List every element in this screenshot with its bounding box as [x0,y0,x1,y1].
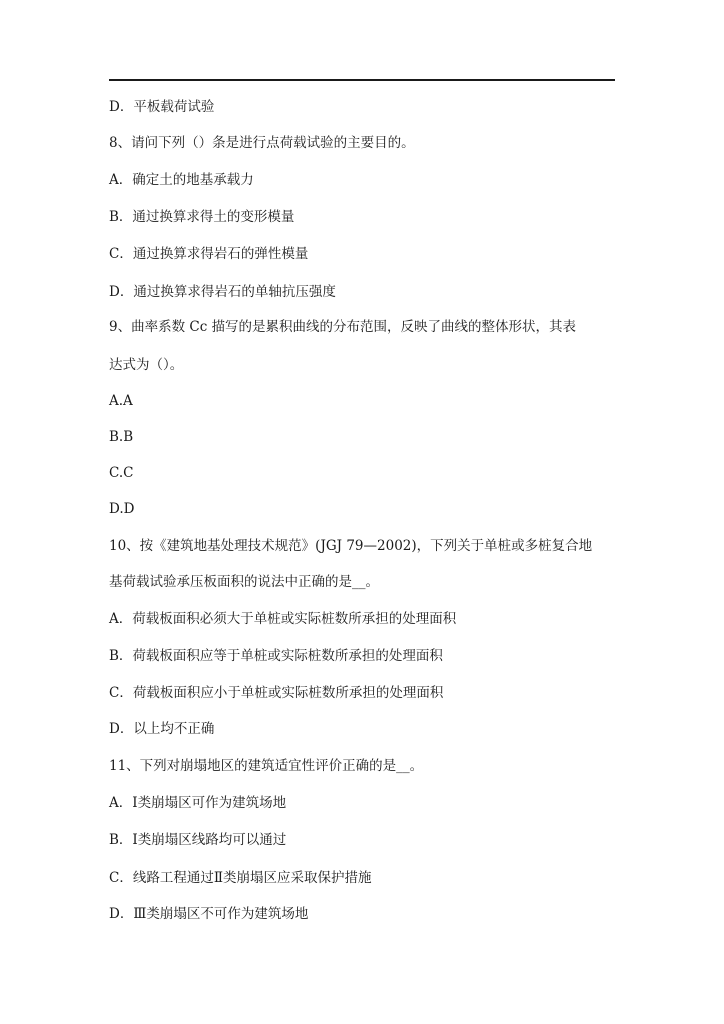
q8-stem: 8、请问下列（）条是进行点荷载试验的主要目的。 [109,135,415,151]
q10-stem-line1: 10、按《建筑地基处理技术规范》(JGJ 79—2002)，下列关于单桩或多桩复合地 [109,538,593,554]
q9-stem-line1: 9、曲率系数 Cc 描写的是累积曲线的分布范围，反映了曲线的整体形状，其表 [109,319,577,335]
q8-option-c: C．通过换算求得岩石的弹性模量 [109,246,309,262]
header-rule [109,79,615,81]
q10-option-a: A．荷载板面积必须大于单桩或实际桩数所承担的处理面积 [109,611,457,627]
q7-option-d: D．平板载荷试验 [109,99,215,115]
q9-stem-line2: 达式为（）。 [109,357,184,373]
q8-option-b: B．通过换算求得土的变形模量 [109,209,295,225]
q9-option-a: A.A [109,393,133,409]
q10-option-d: D．以上均不正确 [109,721,215,737]
q11-option-a: A．Ⅰ类崩塌区可作为建筑场地 [109,795,287,811]
q11-option-c: C．线路工程通过Ⅱ类崩塌区应采取保护措施 [109,870,372,886]
q11-option-b: B．Ⅰ类崩塌区线路均可以通过 [109,832,287,848]
q10-option-b: B．荷载板面积应等于单桩或实际桩数所承担的处理面积 [109,648,443,664]
q11-stem: 11、下列对崩塌地区的建筑适宜性评价正确的是__。 [109,758,424,774]
q9-option-c: C.C [109,465,134,481]
q9-option-d: D.D [109,501,135,517]
q8-option-a: A．确定土的地基承载力 [109,172,254,188]
q10-option-c: C．荷载板面积应小于单桩或实际桩数所承担的处理面积 [109,685,444,701]
q11-option-d: D．Ⅲ类崩塌区不可作为建筑场地 [109,906,309,922]
q8-option-d: D．通过换算求得岩石的单轴抗压强度 [109,284,336,300]
q9-option-b: B.B [109,429,134,445]
q10-stem-line2: 基荷载试验承压板面积的说法中正确的是__。 [109,574,379,590]
